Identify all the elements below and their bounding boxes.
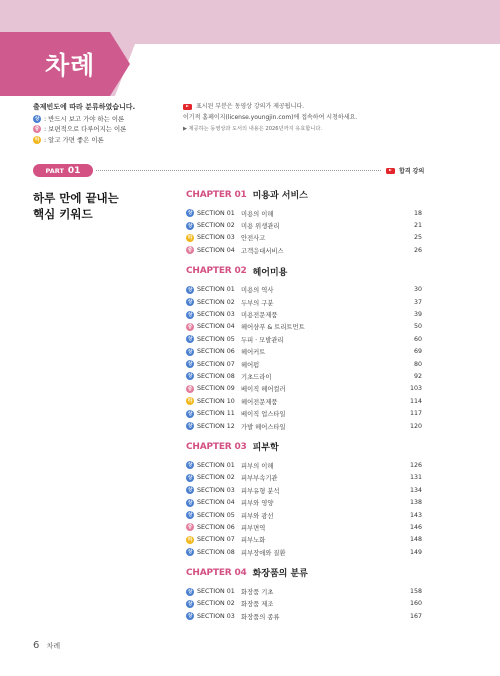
part-number: 01 — [67, 165, 81, 176]
toc-row[interactable] — [186, 598, 422, 610]
page-ref: 148 — [409, 536, 422, 544]
section-title: 베이직 업스타일 — [241, 411, 286, 419]
page-ref: 146 — [409, 523, 422, 531]
frequency-icon: 상 — [187, 462, 193, 469]
frequency-icon: 상 — [187, 549, 193, 556]
frequency-icon: 상 — [187, 299, 193, 306]
section-number: SECTION 04 — [197, 246, 235, 254]
section-number: SECTION 08 — [197, 372, 235, 380]
page-ref: 131 — [409, 474, 422, 482]
toc-row[interactable] — [186, 610, 422, 622]
frequency-icon: 상 — [187, 361, 193, 368]
chapter-block — [186, 566, 422, 622]
page-ref: 160 — [409, 600, 422, 608]
page-ref: 21 — [413, 222, 422, 230]
frequency-icon: 상 — [187, 286, 193, 293]
section-title: 베이직 헤어컬러 — [241, 386, 286, 394]
section-title: 두부의 구분 — [241, 299, 274, 307]
notice-text: 표시된 부분은 동영상 강의가 제공됩니다. — [196, 103, 305, 110]
toc-row[interactable] — [186, 521, 422, 533]
section-title: 헤어커트 — [241, 349, 266, 357]
page-ref: 92 — [413, 372, 422, 380]
page-ref: 126 — [409, 461, 422, 469]
frequency-icon: 상 — [187, 210, 193, 217]
legend-text: : 보편적으로 다루어지는 이론 — [44, 125, 127, 133]
section-title: 피부부속기관 — [241, 475, 278, 483]
toc-row[interactable] — [186, 395, 422, 407]
toc-row[interactable] — [186, 296, 422, 308]
section-title: 헤어전문제품 — [241, 398, 278, 406]
toc-row[interactable] — [186, 472, 422, 484]
toc-row[interactable] — [186, 459, 422, 471]
frequency-icon: 상 — [187, 311, 193, 318]
section-title: 피부면역 — [241, 524, 266, 532]
page-ref: 117 — [409, 410, 422, 418]
section-number: SECTION 03 — [197, 234, 235, 242]
toc-row[interactable] — [186, 585, 422, 597]
chapter-heading[interactable] — [186, 566, 422, 579]
toc-row[interactable] — [186, 308, 422, 320]
section-title: 화장품 제조 — [241, 601, 274, 609]
frequency-icon: 상 — [187, 410, 193, 417]
legend-item — [33, 114, 135, 125]
section-number: SECTION 01 — [197, 209, 235, 217]
page-ref: 138 — [409, 499, 422, 507]
frequency-icon: 상 — [187, 512, 193, 518]
section-title: 기초드라이 — [241, 373, 272, 381]
toc-row[interactable] — [186, 546, 422, 558]
section-number: SECTION 04 — [197, 323, 235, 331]
page-ref: 158 — [409, 588, 422, 596]
chapter-label: CHAPTER 02 — [186, 266, 247, 277]
section-number: SECTION 08 — [197, 548, 235, 556]
toc-row[interactable] — [186, 284, 422, 296]
chapter-block — [186, 188, 422, 257]
section-number: SECTION 06 — [197, 348, 235, 356]
toc-row[interactable] — [186, 321, 422, 333]
section-title: 화장품의 종류 — [241, 613, 280, 621]
chapter-block — [186, 265, 422, 433]
lecture-legend — [386, 166, 424, 175]
chapter-block — [186, 440, 422, 558]
page-ref: 37 — [413, 298, 422, 306]
frequency-icon: 상 — [187, 613, 193, 620]
medium-frequency-icon: 중 — [34, 126, 40, 133]
page-ref: 69 — [413, 348, 422, 356]
legend-item — [33, 124, 135, 135]
page-ref: 39 — [413, 311, 422, 319]
legend-text: : 반드시 보고 가야 하는 이론 — [44, 114, 125, 123]
section-title: 피부의 이해 — [241, 462, 274, 470]
section-number: SECTION 01 — [197, 461, 235, 469]
chapter-title: 미용과 서비스 — [252, 191, 308, 201]
legend-item — [33, 135, 135, 146]
page-ref: 25 — [413, 234, 422, 242]
low-frequency-icon: 하 — [34, 136, 40, 143]
frequency-icon: 중 — [187, 524, 193, 531]
section-number: SECTION 05 — [197, 335, 235, 343]
section-number: SECTION 05 — [197, 511, 235, 519]
section-number: SECTION 12 — [197, 422, 235, 430]
page-ref: 18 — [413, 209, 422, 217]
section-title: 고객응대서비스 — [241, 247, 284, 255]
section-number: SECTION 07 — [197, 536, 235, 544]
toc-row[interactable] — [186, 509, 422, 521]
page-ref: 167 — [409, 612, 422, 620]
section-title: 헤어펌 — [241, 361, 260, 369]
chapter-label: CHAPTER 04 — [186, 567, 247, 578]
section-title: 피부유형 분석 — [241, 487, 280, 495]
toc-row[interactable] — [186, 333, 422, 345]
frequency-icon: 상 — [187, 222, 193, 229]
toc-row[interactable] — [186, 534, 422, 546]
frequency-icon: 하 — [187, 536, 193, 543]
frequency-legend — [33, 102, 135, 145]
section-title: 미용의 이해 — [241, 210, 274, 218]
toc-row[interactable] — [186, 383, 422, 395]
page-ref: 50 — [413, 323, 422, 331]
section-number: SECTION 02 — [197, 600, 235, 608]
section-title: 피부노화 — [241, 537, 266, 545]
section-title: 헤어샴푸 & 트리트먼트 — [241, 324, 305, 332]
toc-row[interactable] — [186, 420, 422, 432]
section-number: SECTION 07 — [197, 360, 235, 368]
toc-row[interactable] — [186, 358, 422, 370]
section-number: SECTION 02 — [197, 222, 235, 230]
section-number: SECTION 03 — [197, 486, 235, 494]
toc-row[interactable] — [186, 207, 422, 219]
frequency-icon: 상 — [187, 588, 193, 595]
toc-row[interactable] — [186, 346, 422, 358]
notice-url-line: 이기적 홈페이지(license.youngjin.com)에 접속하여 시청하세요. — [183, 113, 358, 121]
section-title: 미용 위생관리 — [241, 223, 280, 231]
toc-row[interactable] — [186, 407, 422, 419]
section-number: SECTION 10 — [197, 397, 235, 405]
section-number: SECTION 01 — [197, 588, 235, 596]
toc-row[interactable] — [186, 370, 422, 382]
section-title: 피부와 광선 — [241, 512, 274, 520]
section-title: 두피 · 모발관리 — [241, 336, 284, 344]
section-number: SECTION 11 — [197, 410, 235, 418]
part-badge — [33, 164, 93, 177]
toc-row[interactable] — [186, 244, 422, 256]
page-ref: 149 — [409, 548, 422, 556]
page-ref: 134 — [409, 486, 422, 494]
chapter-heading[interactable] — [186, 440, 422, 453]
frequency-icon: 상 — [187, 487, 193, 494]
video-notice — [183, 102, 357, 135]
high-frequency-icon: 상 — [34, 115, 40, 122]
frequency-icon: 상 — [187, 423, 193, 430]
frequency-icon: 중 — [187, 247, 193, 254]
frequency-icon: 상 — [187, 348, 193, 355]
section-number: SECTION 04 — [197, 499, 235, 507]
frequency-icon: 상 — [187, 499, 193, 506]
toc-row[interactable] — [186, 496, 422, 508]
section-number: SECTION 02 — [197, 298, 235, 306]
section-title: 화장품 기초 — [241, 589, 274, 597]
section-title: 미용전문제품 — [241, 312, 278, 320]
section-title: 안전사고 — [241, 235, 266, 243]
page-ref: 30 — [413, 286, 422, 294]
chapter-heading[interactable] — [186, 265, 422, 278]
frequency-icon: 상 — [187, 336, 193, 343]
page-ref: 80 — [413, 360, 422, 368]
legend-title: 출제빈도에 따라 분류하였습니다. — [33, 103, 136, 111]
section-number: SECTION 03 — [197, 311, 235, 319]
section-number: SECTION 02 — [197, 474, 235, 482]
section-title: 피부장애와 질환 — [241, 549, 286, 557]
chapter-label: CHAPTER 03 — [186, 441, 247, 452]
page-footer — [33, 640, 60, 651]
page-ref: 120 — [409, 422, 422, 430]
section-number: SECTION 09 — [197, 385, 235, 393]
chapter-title: 피부학 — [252, 443, 279, 454]
page-title: 차례 — [45, 51, 96, 80]
frequency-icon: 상 — [187, 600, 193, 607]
legend-text: : 알고 가면 좋은 이론 — [44, 135, 104, 144]
page-ref: 103 — [409, 385, 422, 393]
frequency-icon: 하 — [187, 234, 193, 241]
divider — [96, 170, 381, 171]
toc-row[interactable] — [186, 219, 422, 231]
section-number: SECTION 03 — [197, 612, 235, 620]
chapter-title: 화장품의 분류 — [252, 569, 308, 580]
part-title — [33, 190, 119, 222]
frequency-icon: 중 — [187, 385, 193, 392]
part-title-line: 핵심 키워드 — [33, 207, 93, 221]
notice-validity: ▶ 제공하는 동영상과 도서의 내용은 2026년까지 유효합니다. — [183, 126, 322, 132]
chapter-label: CHAPTER 01 — [186, 189, 247, 200]
page-ref: 143 — [409, 511, 422, 519]
chapter-title: 헤어미용 — [252, 267, 288, 278]
section-number: SECTION 06 — [197, 523, 235, 531]
table-of-contents — [186, 188, 422, 631]
lecture-legend-label: 합격 강의 — [399, 168, 425, 175]
video-play-icon — [183, 104, 192, 110]
page-ref: 60 — [413, 335, 422, 343]
frequency-icon: 중 — [187, 323, 193, 330]
frequency-icon: 하 — [187, 398, 193, 405]
part-title-line: 하루 만에 끝내는 — [33, 191, 119, 205]
frequency-icon: 상 — [187, 474, 193, 481]
part-label: PART — [45, 166, 64, 175]
notice-line — [183, 102, 357, 113]
page-number: 6 — [33, 640, 40, 651]
section-number: SECTION 01 — [197, 286, 235, 294]
section-title: 가발 헤어스타일 — [241, 423, 286, 431]
page-ref: 114 — [409, 397, 422, 405]
video-play-icon — [386, 168, 395, 174]
toc-row[interactable] — [186, 484, 422, 496]
footer-label: 차례 — [46, 642, 61, 650]
chapter-heading[interactable] — [186, 188, 422, 201]
section-title: 피부와 영양 — [241, 500, 274, 508]
frequency-icon: 상 — [187, 373, 193, 380]
page-ref: 26 — [413, 246, 422, 254]
section-title: 미용의 역사 — [241, 287, 274, 295]
toc-row[interactable] — [186, 232, 422, 244]
